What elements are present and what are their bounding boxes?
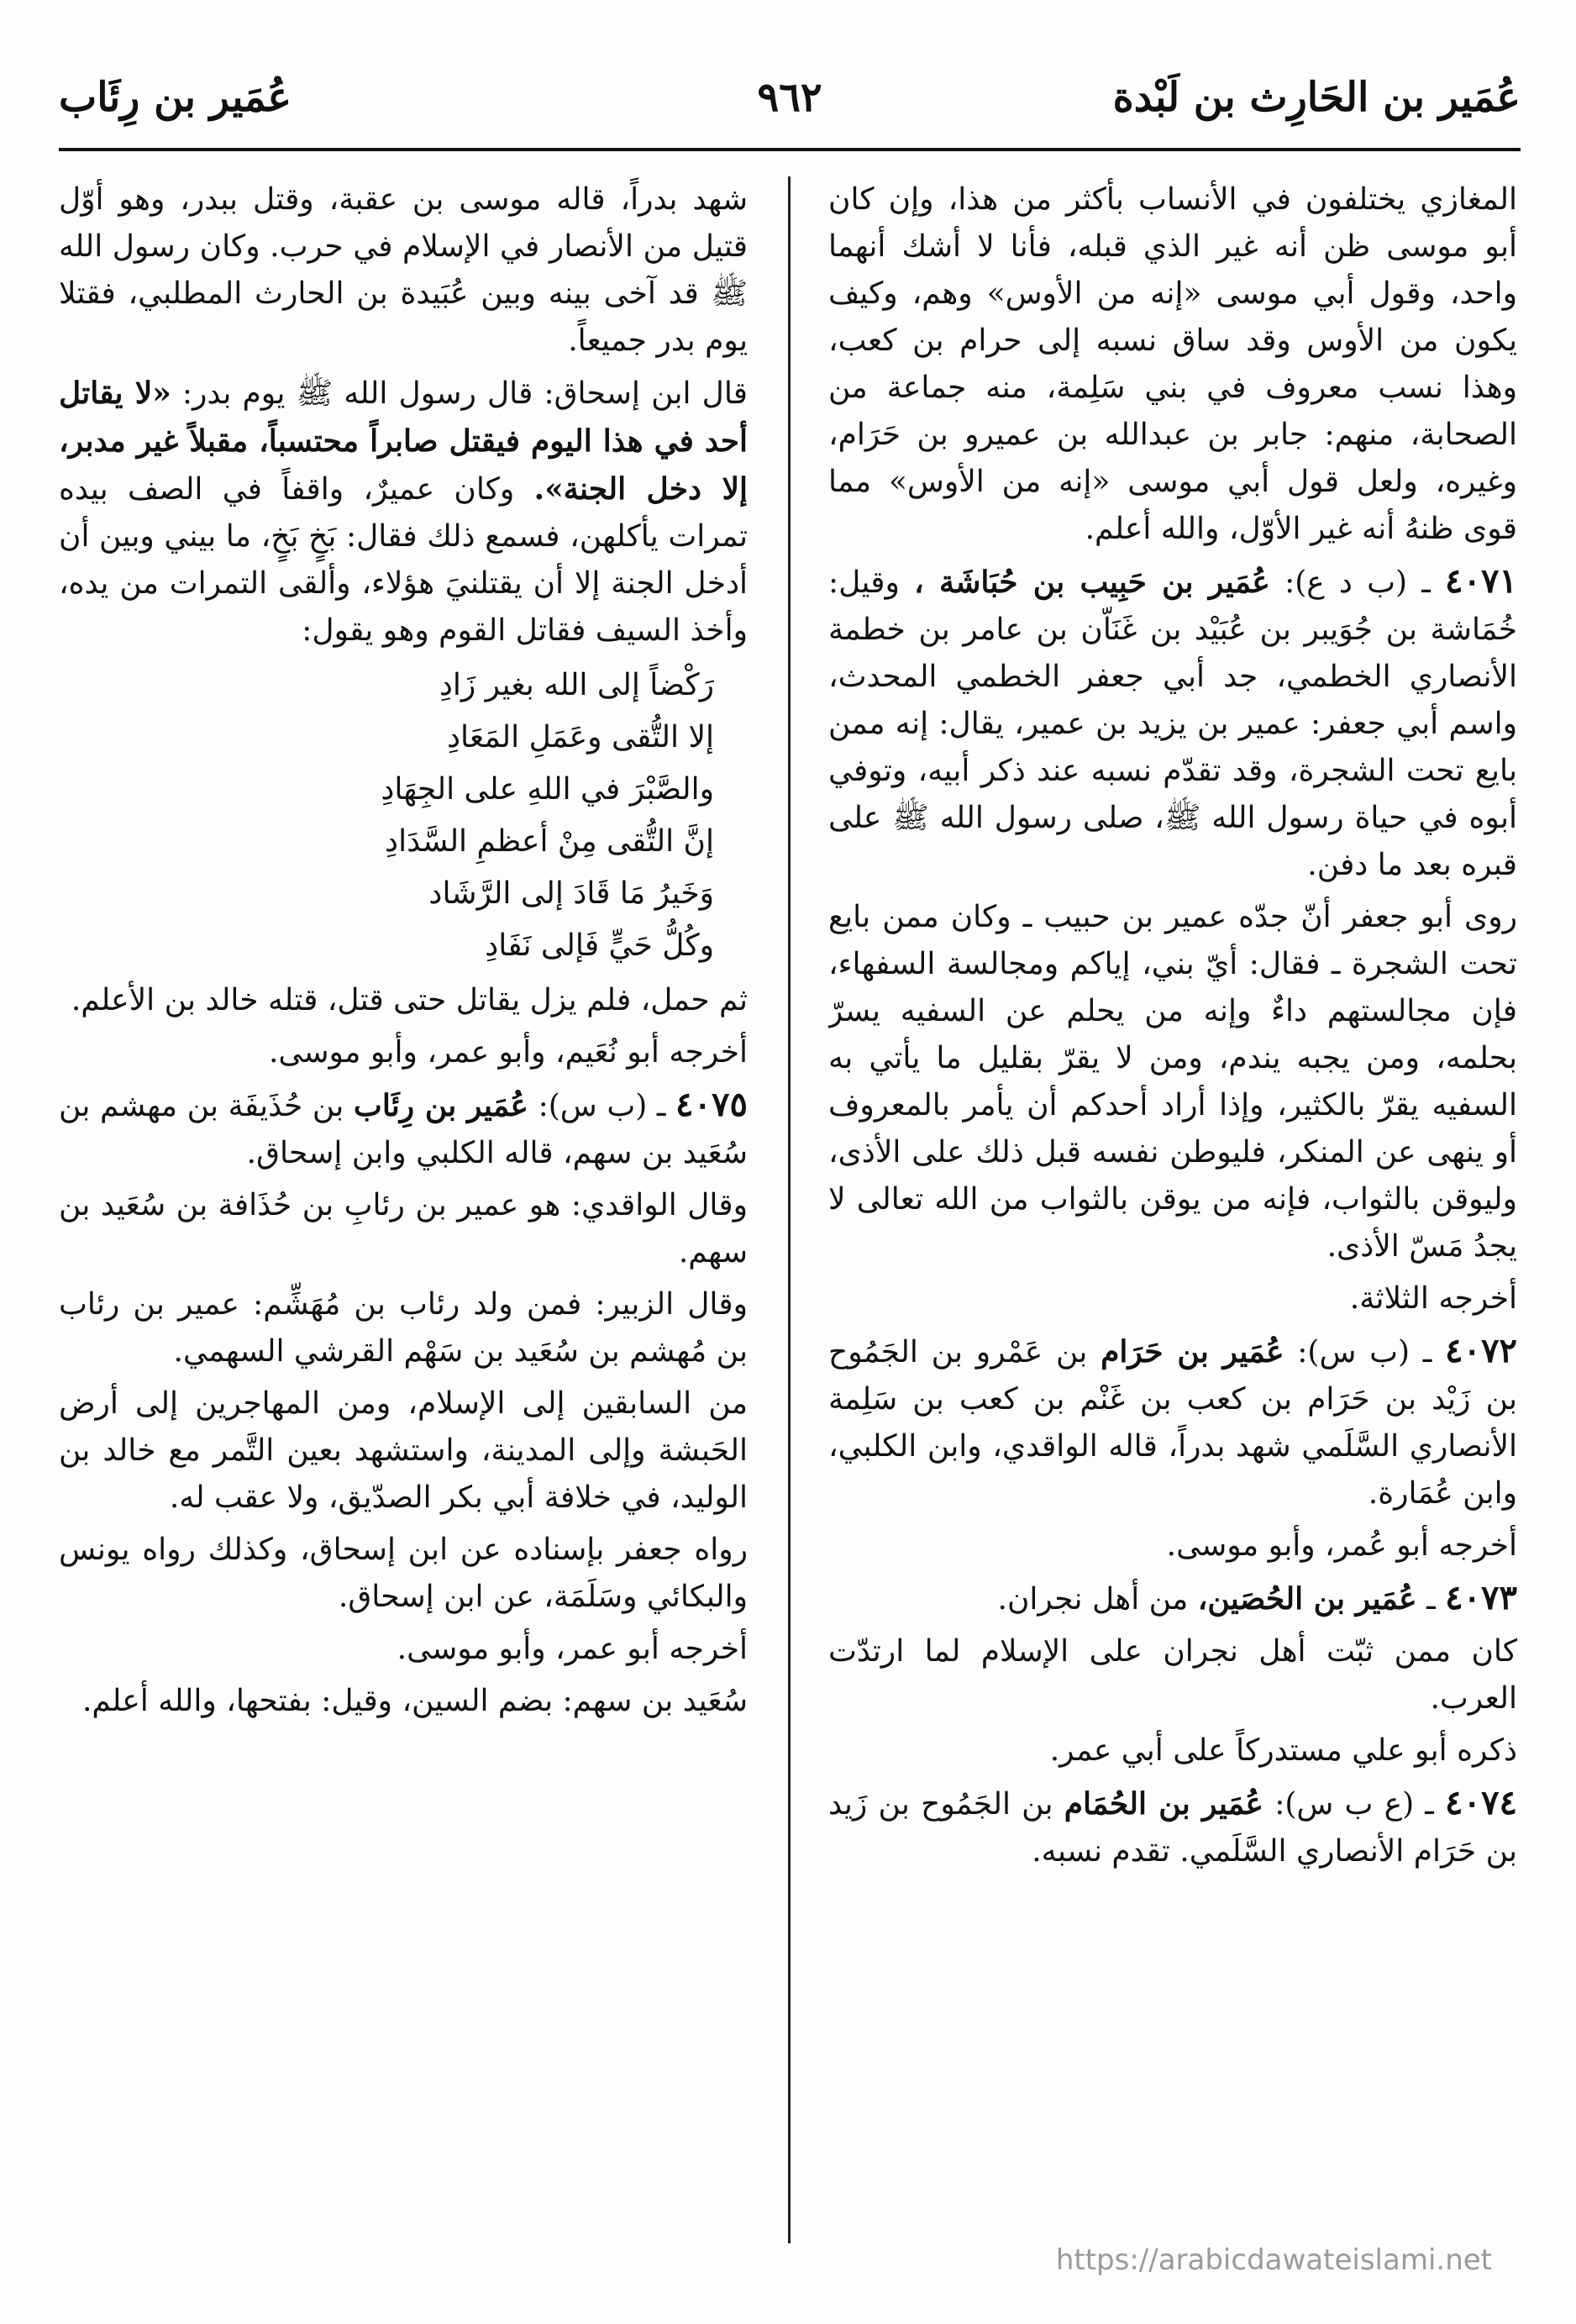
poem xyxy=(59,660,714,972)
poem-line: والصَّبْرَ في اللهِ على الجِهَادِ xyxy=(381,772,714,807)
poem-line: رَكْضاً إلى الله بغير زَادِ xyxy=(439,668,714,702)
paragraph: أخرجه أبو نُعَيم، وأبو عمر، وأبو موسى. xyxy=(268,1035,748,1070)
paragraph: وقال الزبير: فمن ولد رئاب بن مُهَشِّم: عمير بن رئاب بن مُهشم بن سُعَيد بن سَهْم القرشي السهمي. xyxy=(59,1287,748,1369)
right-column xyxy=(828,176,1517,2252)
entry-4075: ٤٠٧٥ ـ (ب س): عُمَير بن رِئَاب بن حُذَيفَة بن مهشم بن سُعَيد بن سهم، قاله الكلبي وابن إسحاق. xyxy=(59,1085,748,1170)
poem-line: وكُلُّ حَيٍّ فَإلى نَفَادِ xyxy=(485,928,714,963)
entry-4074: ٤٠٧٤ ـ (ع ب س): عُمَير بن الحُمَام بن الجَمُوح بن زَيد بن حَرَام الأنصاري السَّلَمي. تقدم نسبه. xyxy=(828,1783,1517,1869)
watermark-url: https://arabicdawateislami.net xyxy=(1055,2243,1492,2277)
hadith-quote: «لا يقاتل أحد في هذا اليوم فيقتل صابراً محتسباً، مقبلاً غير مدبر، إلا دخل الجنة». xyxy=(59,376,748,507)
paragraph: سُعَيد بن سهم: بضم السين، وقيل: بفتحها، والله أعلم. xyxy=(81,1684,748,1718)
paragraph: من السابقين إلى الإسلام، ومن المهاجرين إلى أرض الحَبشة وإلى المدينة، واستشهد بعين التَّمر مع خالد بن الوليد، في خلافة أبي بكر الصدّيق، ولا عقب له. xyxy=(59,1386,748,1515)
column-divider xyxy=(788,176,791,2243)
paragraph: أخرجه الثلاثة. xyxy=(1349,1281,1517,1316)
entry-4071: ٤٠٧١ ـ (ب د ع): عُمَير بن حَبِيب بن حُبَاشَة ، وقيل: خُمَاشة بن جُوَيبر بن عُبَيْد بن غَنَاّن بن عامر بن خطمة الأنصاري الخطمي، جد أبي جعفر الخطمي المحدث، واسم أبي جعفر: عمير بن يزيد بن عمير، يقال: إنه ممن بايع تحت الشجرة، وقد تقدّم نسبه عند ذكر أبيه، وتوفي أبوه في حياة رسول الله ﷺ، صلى رسول الله ﷺ على قبره بعد ما دفن. xyxy=(828,561,1517,882)
header-right-title: عُمَير بن الحَارِث بن لَبْدة xyxy=(1112,74,1521,121)
paragraph: أخرجه أبو عمر، وأبو موسى. xyxy=(397,1632,748,1666)
paragraph: وقال الواقدي: هو عمير بن رئابِ بن حُذَافة بن سُعَيد بن سهم. xyxy=(59,1188,748,1270)
running-header xyxy=(59,74,1521,150)
paragraph: كان ممن ثبّت أهل نجران على الإسلام لما ارتدّت العرب. xyxy=(828,1634,1517,1716)
paragraph: رواه جعفر بإسناده عن ابن إسحاق، وكذلك رواه يونس والبكائي وسَلَمَة، عن ابن إسحاق. xyxy=(59,1533,748,1614)
poem-line: وَخَيرُ مَا قَادَ إلى الرَّشَاد xyxy=(428,876,714,911)
paragraph: ثم حمل، فلم يزل يقاتل حتى قتل، قتله خالد بن الأعلم. xyxy=(71,983,748,1017)
left-column xyxy=(59,176,748,2252)
page-number: ٩٦٢ xyxy=(757,74,822,121)
entry-4072: ٤٠٧٢ ـ (ب س): عُمَير بن حَرَام بن عَمْرو بن الجَمُوح بن زَيْد بن حَرَام بن كعب بن غَنْم بن كعب بن سَلِمة الأنصاري السَّلَمي شهد بدراً، قاله الواقدي، وابن الكلبي، وابن عُمَارة. xyxy=(828,1331,1517,1511)
paragraph: قال ابن إسحاق: قال رسول الله ﷺ يوم بدر: «لا يقاتل أحد في هذا اليوم فيقتل صابراً محتسباً، مقبلاً غير مدبر، إلا دخل الجنة». وكان عميرٌ، واقفاً في الصف بيده تمرات يأكلهن، فسمع ذلك فقال: بَخٍ بَخٍ، ما بيني وبين أن أدخل الجنة إلا أن يقتلنيَ هؤلاء، وألقى التمرات من يده، وأخذ السيف فقاتل القوم وهو يقول: xyxy=(59,376,748,648)
header-left-title: عُمَير بن رِئَاب xyxy=(59,74,292,121)
header-rule xyxy=(59,148,1521,151)
entry-4073: ٤٠٧٣ ـ عُمَير بن الحُصَين، من أهل نجران. xyxy=(997,1578,1517,1617)
paragraph: أخرجه أبو عُمر، وأبو موسى. xyxy=(1166,1528,1517,1563)
paragraph: ذكره أبو علي مستدركاً على أبي عمر. xyxy=(1049,1733,1517,1768)
poem-line: إنَّ التُّقى مِنْ أعظمِ السَّدَادِ xyxy=(385,824,714,859)
paragraph: المغازي يختلفون في الأنساب بأكثر من هذا، وإن كان أبو موسى ظن أنه غير الذي قبله، فأنا لا أشك أنهما واحد، وقول أبي موسى «إنه من الأوس» وهم، وكيف يكون من الأوس وقد ساق نسبه إلى حرام بن كعب، وهذا نسب معروف في بني سَلِمة، منه جماعة من الصحابة، منهم: جابر بن عبدالله بن عميرو بن حَرَام، وغيره، ولعل قول أبي موسى «إنه من الأوس» مما قوى ظنهُ أنه غير الأوّل، والله أعلم. xyxy=(828,182,1517,546)
paragraph: شهد بدراً، قاله موسى بن عقبة، وقتل ببدر، وهو أوّل قتيل من الأنصار في الإسلام في حرب. وكان رسول الله ﷺ قد آخى بينه وبين عُبَيدة بن الحارث المطلبي، فقتلا يوم بدر جميعاً. xyxy=(59,182,748,358)
paragraph: روى أبو جعفر أنّ جدّه عمير بن حبيب ـ وكان ممن بايع تحت الشجرة ـ فقال: أيّ بني، إياكم ومجالسة السفهاء، فإن مجالستهم داءٌ وإنه من يحلم عن السفيه يسرّ بحلمه، ومن يجبه يندم، ومن لا يقرّ بقليل ما يأتي به السفيه يقرّ بالكثير، وإذا أراد أحدكم أن يأمر بالمعروف أو ينهى عن المنكر، فليوطن نفسه قبل ذلك على الأذى، وليوقن بالثواب، فإنه من يوقن بالثواب من الله تعالى لا يجدُ مَسّ الأذى. xyxy=(828,900,1517,1264)
poem-line: إلا التُّقى وعَمَلِ المَعَادِ xyxy=(446,720,714,755)
